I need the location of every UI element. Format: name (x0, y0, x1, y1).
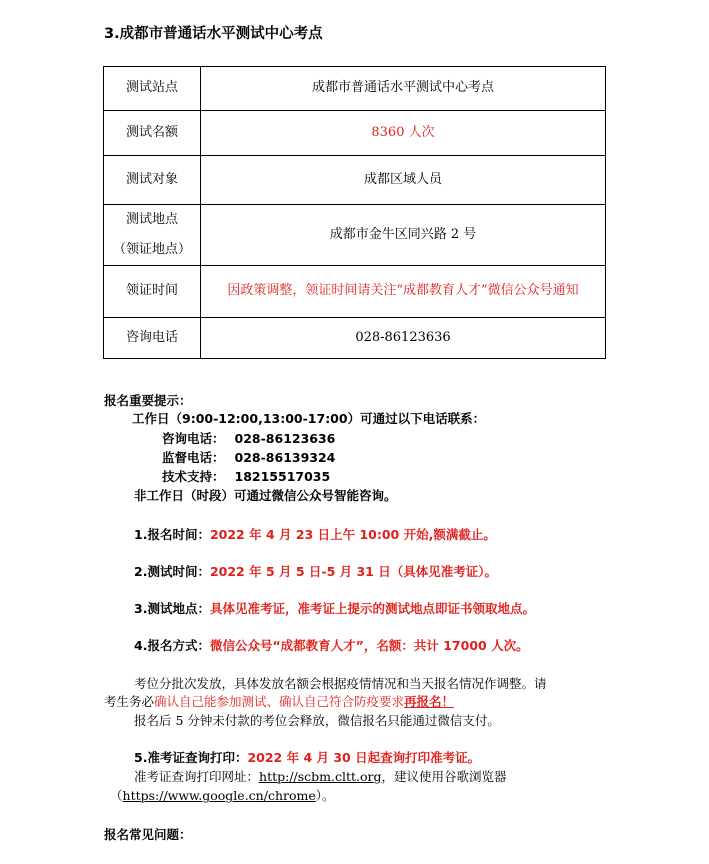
para-line-2-b: 确认自己能参加测试、确认自己符合防疫要求 (154, 694, 405, 709)
registration-method-label: 4.报名方式： (134, 638, 210, 653)
para-line-1: 考位分批次发放，具体发放名额会根据疫情情况和当天报名情况作调整。请 (134, 676, 547, 691)
contact-consult-label: 咨询电话： (162, 431, 225, 446)
row-label-target: 测试对象 (104, 156, 201, 205)
admission-url-suffix: ，建议使用谷歌浏览器 (381, 769, 507, 784)
table-row (104, 266, 606, 318)
item-test-place (134, 600, 535, 618)
registration-time-label: 1.报名时间： (134, 527, 210, 542)
row-label-quota: 测试名额 (104, 111, 201, 156)
item-admission-print (134, 749, 480, 767)
contact-consult-value: 028-86123636 (234, 431, 336, 446)
table-row (104, 318, 606, 359)
admission-url-line (134, 768, 507, 786)
admission-url-prefix: 准考证查询打印网址： (134, 769, 260, 784)
contact-supervise-value: 028-86139324 (234, 450, 336, 465)
test-site-info-table (103, 66, 606, 359)
test-time-value: 2022 年 5 月 5 日-5 月 31 日（具体见准考证）。 (209, 564, 497, 579)
row-label-pickup-time: 领证时间 (104, 266, 201, 318)
row-label-site: 测试站点 (104, 67, 201, 111)
para-line-2 (104, 693, 454, 711)
tips-nonwork: 非工作日（时段）可通过微信公众号智能咨询。 (134, 488, 397, 503)
contact-tech-label: 技术支持： (162, 469, 225, 484)
admission-label: 5.准考证查询打印： (134, 750, 248, 765)
para-line-2-c: 再报名！ (404, 694, 455, 709)
row-value-phone: 028-86123636 (201, 318, 606, 359)
para-line-3: 报名后 5 分钟未付款的考位会释放，微信报名只能通过微信支付。 (134, 713, 500, 728)
tips-workday: 工作日（9:00-12:00,13:00-17:00）可通过以下电话联系： (132, 411, 486, 426)
registration-time-value: 2022 年 4 月 23 日上午 10:00 开始,额满截止。 (209, 527, 496, 542)
tips-title: 报名重要提示： (104, 393, 192, 408)
row-label-location-line2: （领证地点） (112, 242, 191, 257)
row-value-site: 成都市普通话水平测试中心考点 (201, 67, 606, 111)
contact-supervise-label: 监督电话： (162, 450, 225, 465)
item-registration-time (134, 526, 496, 544)
table-row (104, 156, 606, 205)
admission-value: 2022 年 4 月 30 日起查询打印准考证。 (247, 750, 481, 765)
chrome-link[interactable]: https://www.google.cn/chrome (122, 788, 316, 803)
row-label-location-line1: 测试地点 (125, 212, 178, 227)
section-heading: 3.成都市普通话水平测试中心考点 (104, 26, 323, 42)
row-label-phone: 咨询电话 (104, 318, 201, 359)
contact-tech-value: 18215517035 (234, 469, 331, 484)
faq-title: 报名常见问题： (104, 827, 192, 842)
chrome-url-line (110, 787, 335, 805)
para-line-2-a: 考生务必 (104, 694, 155, 709)
contact-consult (162, 430, 335, 448)
row-value-pickup-time: 因政策调整，领证时间请关注“成都教育人才”微信公众号通知 (201, 266, 606, 318)
contact-supervise (162, 449, 335, 467)
item-test-time (134, 563, 497, 581)
chrome-paren-close: ）。 (315, 788, 335, 803)
row-value-quota: 8360 人次 (201, 111, 606, 156)
registration-method-value: 微信公众号“成都教育人才”，名额：共计 17000 人次。 (209, 638, 529, 653)
test-time-label: 2.测试时间： (134, 564, 210, 579)
scbm-link[interactable]: http://scbm.cltt.org (259, 769, 382, 784)
row-value-location: 成都市金牛区同兴路 2 号 (201, 205, 606, 266)
row-label-location (104, 205, 201, 266)
table-row (104, 205, 606, 266)
row-value-target: 成都区域人员 (201, 156, 606, 205)
test-place-value: 具体见准考证，准考证上提示的测试地点即证书领取地点。 (209, 601, 535, 616)
item-registration-method (134, 637, 529, 655)
test-place-label: 3.测试地点： (134, 601, 210, 616)
table-row (104, 111, 606, 156)
chrome-paren-open: （ (110, 788, 123, 803)
table-row (104, 67, 606, 111)
contact-tech (162, 468, 330, 486)
